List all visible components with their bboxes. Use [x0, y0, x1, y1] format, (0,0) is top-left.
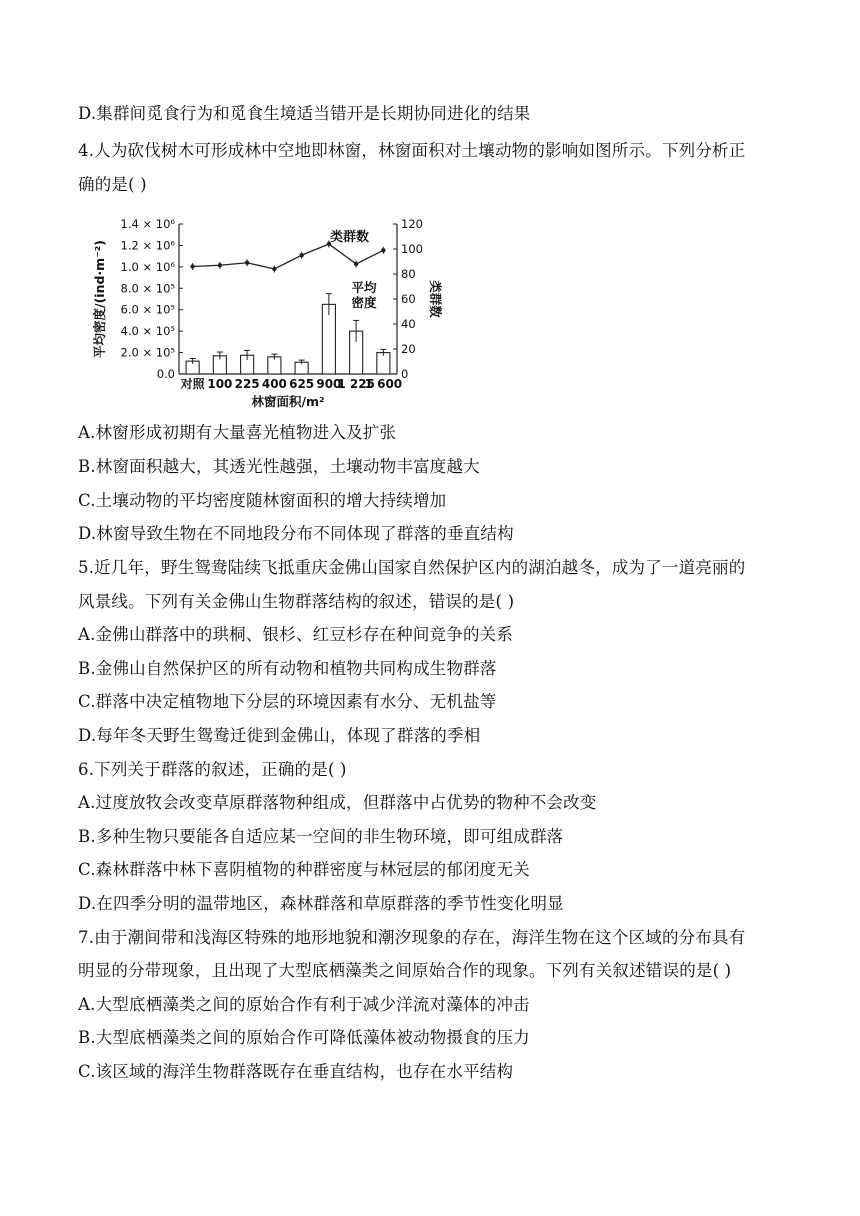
x-tick-label: 900 — [316, 377, 342, 391]
left-tick-label: 6.0 × 10⁵ — [120, 302, 175, 317]
x-tick-label: 625 — [289, 377, 315, 391]
x-tick-label: 1 600 — [364, 377, 403, 391]
question-5-stem-line-2: 风景线。下列有关金佛山生物群落结构的叙述，错误的是( ) — [78, 592, 515, 611]
taxa-point — [272, 267, 276, 271]
left-tick-label: 1.0 × 10⁶ — [120, 259, 175, 274]
y-axis-title-right: 类群数 — [428, 280, 443, 318]
right-tick-label: 80 — [401, 267, 416, 281]
taxa-point — [381, 248, 385, 252]
forest-gap-chart — [82, 210, 443, 415]
x-tick-label: 225 — [234, 377, 260, 391]
x-tick-label: 100 — [207, 377, 233, 391]
right-tick-label: 120 — [401, 217, 423, 231]
x-axis-title: 林窗面积/m² — [251, 394, 325, 409]
question-7-option-b: B.大型底栖藻类之间的原始合作可降低藻体被动物摄食的压力 — [78, 1028, 530, 1047]
right-tick-label: 40 — [401, 317, 416, 331]
left-tick-label: 0.0 — [156, 367, 175, 381]
x-tick-label: 1 225 — [337, 377, 375, 391]
question-5-option-d: D.每年冬天野生鸳鸯迁徙到金佛山，体现了群落的季相 — [78, 726, 481, 745]
question-4-option-b: B.林窗面积越大，其透光性越强，土壤动物丰富度越大 — [78, 457, 480, 476]
left-tick-label: 1.2 × 10⁶ — [120, 238, 175, 253]
question-4-stem-line-2: 确的是( ) — [78, 175, 147, 194]
right-tick-label: 100 — [401, 242, 423, 256]
taxa-point — [245, 261, 249, 265]
left-tick-label: 1.4 × 10⁶ — [120, 217, 175, 231]
left-tick-label: 4.0 × 10⁵ — [120, 324, 175, 339]
question-7-stem-line-1: 7.由于潮间带和浅海区特殊的地形地貌和潮汐现象的存在，海洋生物在这个区域的分布具有 — [78, 928, 746, 947]
question-5-option-c: C.群落中决定植物地下分层的环境因素有水分、无机盐等 — [78, 692, 497, 711]
left-tick-label: 8.0 × 10⁵ — [120, 281, 175, 296]
question-7-option-a: A.大型底栖藻类之间的原始合作有利于减少洋流对藻体的冲击 — [78, 995, 530, 1014]
series-label-density-2: 密度 — [351, 295, 377, 310]
right-tick-label: 20 — [401, 342, 416, 356]
right-tick-label: 60 — [401, 292, 416, 306]
question-4-option-c: C.土壤动物的平均密度随林窗面积的增大持续增加 — [78, 491, 447, 510]
question-3-option-d: D.集群间觅食行为和觅食生境适当错开是长期协同进化的结果 — [78, 104, 531, 123]
question-4-option-d: D.林窗导致生物在不同地段分布不同体现了群落的垂直结构 — [78, 524, 514, 543]
series-label-density-1: 平均 — [351, 280, 377, 295]
x-tick-label: 400 — [261, 377, 287, 391]
question-7-option-c: C.该区域的海洋生物群落既存在垂直结构，也存在水平结构 — [78, 1062, 514, 1081]
series-label-taxa: 类群数 — [330, 230, 370, 245]
left-tick-label: 2.0 × 10⁵ — [120, 345, 175, 360]
y-axis-title-left: 平均密度/(ind·m⁻²) — [92, 240, 107, 358]
taxa-point — [354, 262, 358, 266]
question-6-stem: 6.下列关于群落的叙述，正确的是( ) — [78, 760, 347, 779]
question-6-option-d: D.在四季分明的温带地区，森林群落和草原群落的季节性变化明显 — [78, 894, 564, 913]
taxa-point — [190, 264, 194, 268]
taxa-point — [218, 263, 222, 267]
taxa-point — [299, 253, 303, 257]
question-4-option-a: A.林窗形成初期有大量喜光植物进入及扩张 — [78, 423, 397, 442]
question-7-stem-line-2: 明显的分带现象，且出现了大型底栖藻类之间原始合作的现象。下列有关叙述错误的是( ) — [78, 961, 732, 980]
question-5-stem-line-1: 5.近几年，野生鸳鸯陆续飞抵重庆金佛山国家自然保护区内的湖泊越冬，成为了一道亮丽的 — [78, 558, 746, 577]
question-5-option-a: A.金佛山群落中的珙桐、银杉、红豆杉存在种间竞争的关系 — [78, 625, 514, 644]
question-4-stem-line-1: 4.人为砍伐树木可形成林中空地即林窗，林窗面积对土壤动物的影响如图所示。下列分析正 — [78, 141, 746, 160]
right-tick-label: 0 — [401, 367, 409, 381]
x-tick-label: 对照 — [180, 377, 205, 391]
question-6-option-a: A.过度放牧会改变草原群落物种组成，但群落中占优势的物种不会改变 — [78, 793, 597, 812]
question-6-option-b: B.多种生物只要能各自适应某一空间的非生物环境，即可组成群落 — [78, 827, 564, 846]
question-6-option-c: C.森林群落中林下喜阴植物的种群密度与林冠层的郁闭度无关 — [78, 860, 530, 879]
question-5-option-b: B.金佛山自然保护区的所有动物和植物共同构成生物群落 — [78, 659, 497, 678]
